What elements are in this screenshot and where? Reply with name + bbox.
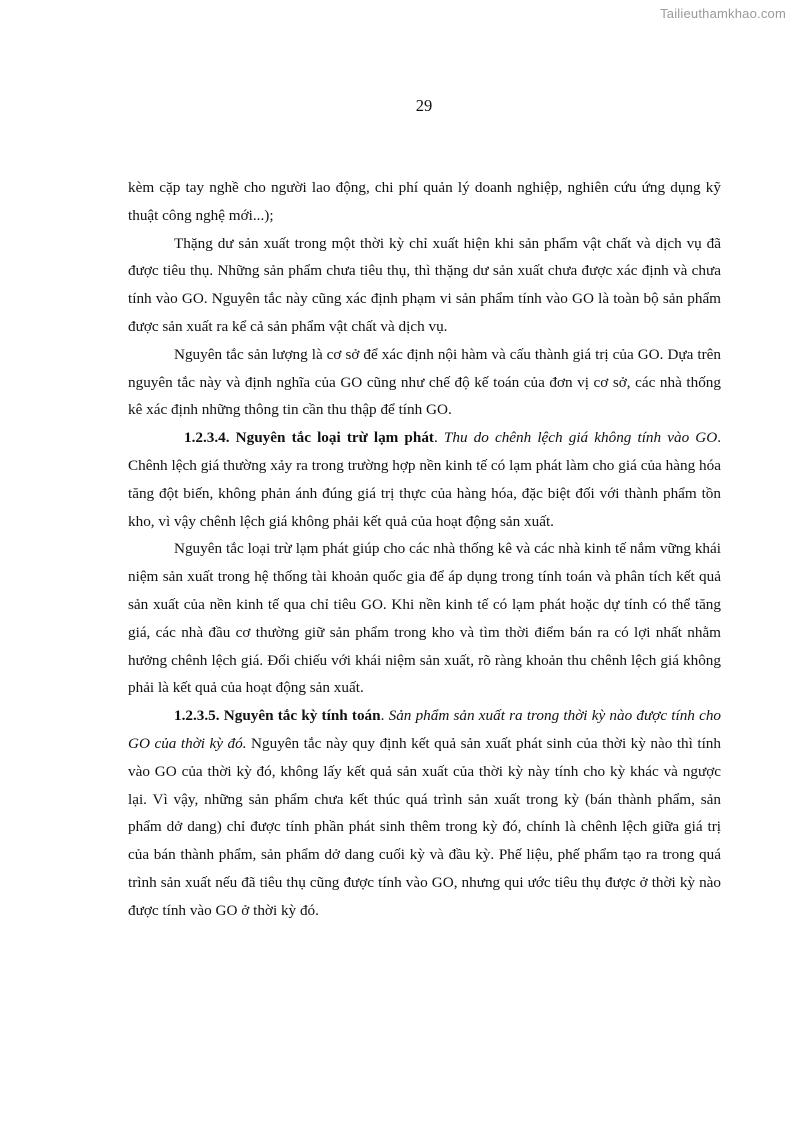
heading-punctuation: . xyxy=(433,429,444,447)
section-1-2-3-4 xyxy=(128,424,721,535)
page-number: 29 xyxy=(415,96,433,115)
section-body-text: Nguyên tắc này quy định kết quả sản xuất phát sinh của thời kỳ nào thì tính vào GO của thời kỳ đó, không lấy kết quả sản xuất của thời kỳ này tính cho kỳ khác và ngược lại. Vì vậy, những sản phẩm chưa kết thúc quá trình sản xuất trong kỳ (bán thành phẩm, sản phẩm dở dang) chỉ được tính phần phát sinh thêm trong kỳ đó, chính là chênh lệch giữa giá trị của bán thành phẩm, sản phẩm dở dang cuối kỳ và đầu kỳ. Phế liệu, phế phẩm tạo ra trong quá trình sản xuất nếu đã tiêu thụ cũng được tính vào GO, nhưng qui ước tiêu thụ được ở thời kỳ nào được tính vào GO ở thời kỳ đó. xyxy=(128,734,721,919)
heading-punctuation: . xyxy=(380,707,389,725)
watermark: Tailieuthamkhao.com xyxy=(660,6,786,21)
paragraph-inflation-exclusion: Nguyên tắc loại trừ lạm phát giúp cho các nhà thống kê và các nhà kinh tế nắm vững khái niệm sản xuất trong hệ thống tài khoản quốc gia để áp dụng trong tính toán và phân tích kết quả sản xuất của nền kinh tế qua chỉ tiêu GO. Khi nền kinh tế có lạm phát hoặc dự tính có thể tăng giá, các nhà đầu cơ thường giữ sản phẩm trong kho và tìm thời điểm bán ra có lợi nhất nhằm hưởng chênh lệch giá. Đối chiếu với khái niệm sản xuất, rõ ràng khoản thu chênh lệch giá không phải là kết quả của hoạt động sản xuất. xyxy=(128,540,721,697)
section-heading: 1.2.3.5. Nguyên tắc kỳ tính toán xyxy=(174,707,381,725)
section-1-2-3-5 xyxy=(128,702,721,924)
paragraph-continuation: kèm cặp tay nghề cho người lao động, chi phí quản lý doanh nghiệp, nghiên cứu ứng dụng kỹ thuật công nghệ mới...); xyxy=(128,179,721,224)
section-body-text: . Chênh lệch giá thường xảy ra trong trường hợp nền kinh tế có lạm phát làm cho giá của hàng hóa tăng đột biến, không phản ánh đúng giá trị thực của hàng hóa, đặc biệt đối với thành phẩm tồn kho, vì vậy chênh lệch giá không phải kết quả của hoạt động sản xuất. xyxy=(128,429,722,530)
section-heading: 1.2.3.4. Nguyên tắc loại trừ lạm phát xyxy=(184,429,434,447)
paragraph-surplus: Thặng dư sản xuất trong một thời kỳ chỉ xuất hiện khi sản phẩm vật chất và dịch vụ đã được tiêu thụ. Những sản phẩm chưa tiêu thụ, thì thặng dư sản xuất chưa được xác định và chưa tính vào GO. Nguyên tắc này cũng xác định phạm vi sản phẩm tính vào GO là toàn bộ sản phẩm được sản xuất ra kể cả sản phẩm vật chất và dịch vụ. xyxy=(128,234,721,335)
section-principle-statement: Thu do chênh lệch giá không tính vào GO xyxy=(443,429,718,447)
paragraph-output-principle: Nguyên tắc sản lượng là cơ sở để xác định nội hàm và cấu thành giá trị của GO. Dựa trên nguyên tắc này và định nghĩa của GO cũng như chế độ kế toán của đơn vị cơ sở, các nhà thống kê xác định những thông tin cần thu thập để tính GO. xyxy=(128,345,721,419)
document-body xyxy=(128,174,721,925)
section-principle-statement: Sản phẩm sản xuất ra trong thời kỳ nào được tính cho GO của thời kỳ đó. xyxy=(128,707,722,752)
